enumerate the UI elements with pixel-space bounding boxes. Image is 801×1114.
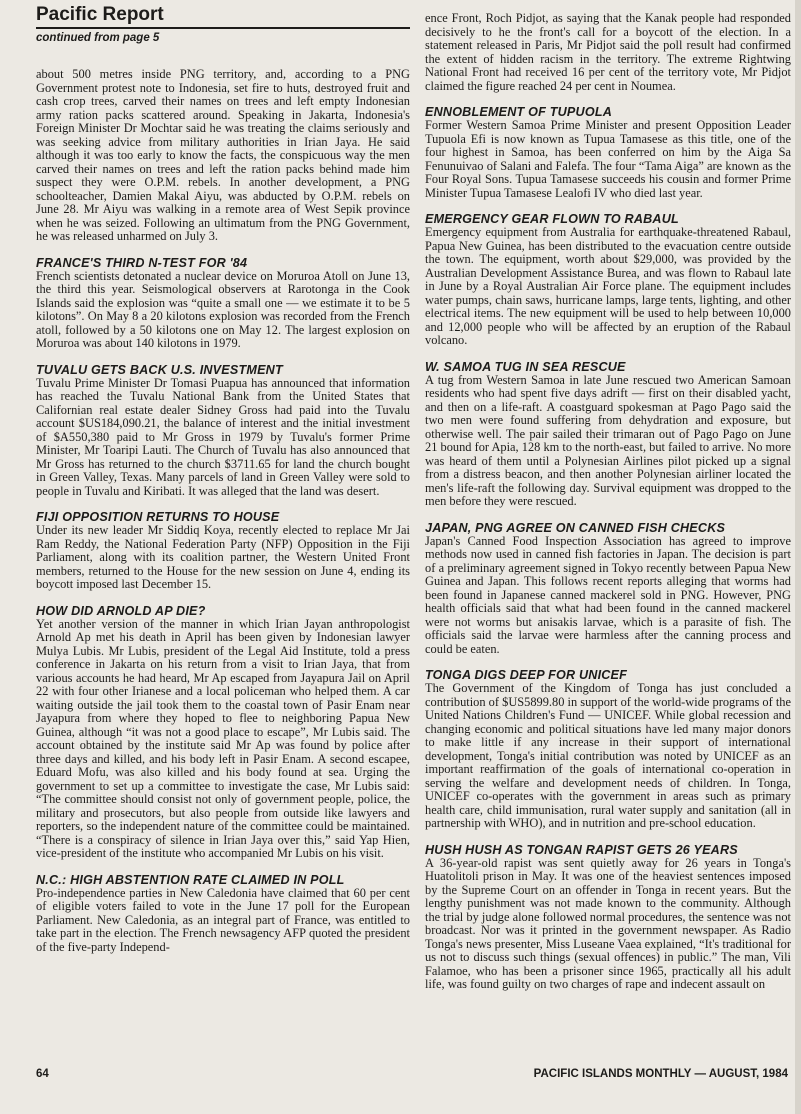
article-continuation-right: ence Front, Roch Pidjot, as saying that the Kanak people had responded decisively to he the front's call for a boycott of the election. In a statement released in Paris, Mr Pidjot said the poll result had confirmed the extent of hidden racism in the territory. The extreme Rightwing National Front had received 16 per cent of the territory vote, Mr Pidjot claimed the figure reached 24 per cent in Noumea. <box>425 11 791 93</box>
article-body-tupuola: Former Western Samoa Prime Minister and present Opposition Leader Tupuola Efi is now known as Tupua Tamasese as this title, one of the four highest in Samoa, has been conferred on him by the Aiga Sa Fenunuivao of Salani and Falefa. The four “Tama Aiga” are known as the Four Royal Sons. Tupua Tamasese succeeds his cousin and former Prime Minister Tupua Tamasese Lealofi IV who died last year. <box>425 118 791 200</box>
article-heading-rabaul: EMERGENCY GEAR FLOWN TO RABAUL <box>425 212 679 226</box>
article-body-new-caledonia: Pro-independence parties in New Caledonia have claimed that 60 per cent of eligible voters failed to vote in the June 17 poll for the European Parliament. New Caledonia, as an integral part of France, was entitled to take part in the election. The French newsagency AFP quoted the president of the five-party Independ- <box>36 885 410 954</box>
article-continuation: about 500 metres inside PNG territory, and, according to a PNG Government protest note to Indonesia, set fire to huts, destroyed fruit and cash crop trees, carved their names on trees and left empty Indonesian army ration packs scattered around. Speaking in Jakarta, Indonesia's Foreign Minister Dr Mochtar said he was treating the claims seriously and was seeking advice from military authorities in Irian Jaya. He said although it was too early to know the facts, the conspicuous way the men carved their names on trees and left the ration packs behind made him suspect they were O.P.M. rebels. In another development, a PNG schoolteacher, Damien Makal Aiyu, was abducted by O.P.M. rebels on June 28. Mr Aiyu was walking in a remote area of West Sepik province when he was seized. Following an ultimatum from the PNG Government, he was released unharmed on July 3. <box>36 67 410 243</box>
left-column <box>36 68 410 966</box>
article-body-arnold-ap: Yet another version of the manner in which Irian Jayan anthropologist Arnold Ap met his death in April has been given by Indonesian lawyer Mulya Lubis. Mr Lubis, president of the Legal Aid Institute, told a press conference in Jakarta on his return from a visit to Irian Jaya, that from various accounts he had heard, Mr Ap escaped from Jayapura Jail on April 22 with four other Irianese and a local policeman who helped them. A car waiting outside the jail took them to the coastal town of Pasir Enam near Jayapura from where they hoped to flee to neighboring Papua New Guinea, although “it was not a good place to escape”, Mr Lubis said. The account obtained by the institute said Mr Ap was found by police after three days and killed, and his body left in Pasir Enam. A second escapee, Eduard Mofu, was also killed and his body found at sea. Urging the government to set up a committee to investigate the case, Mr Lubis said: “The committee should consist not only of government people, police, the military and prosecutors, but also people from outside like lawyers and reporters, so the independent nature of the committee could be maintained. “There is a conspiracy of silence in Irian Jaya over this,” said Yap Hien, vice-president of the institute who accompanied Mr Lubis on his visit. <box>36 616 410 860</box>
article-body-samoa-tug: A tug from Western Samoa in late June rescued two American Samoan residents who had spent five days adrift — first on their disabled yacht, and then on a life-raft. A coastguard spokesman at Pago Pago said the two men were found suffering from dehydration and exposure, but otherwise well. The pair sailed their trimaran out of Pago Pago on June 21 bound for Apia, 128 km to the north-east, but failed to arrive. No more was heard of them until a Polynesian Airlines pilot picked up a signal from a distress beacon, and then another Polynesian airliner located the men's life-raft the following day. Survival equipment was dropped to the men before they were rescued. <box>425 372 791 508</box>
section-title: Pacific Report <box>36 4 164 25</box>
article-body-tuvalu: Tuvalu Prime Minister Dr Tomasi Puapua has announced that information has reached the Tuvalu National Bank from the United States that Californian real estate dealer Sidney Gross had paid into the Tuvalu account $US184,090.21, the balance of interest and the initial investment of $A550,380 paid to Mr Gross in 1979 by Tuvalu's former Prime Minister, Mr Toaripi Lauti. The Church of Tuvalu has also announced that Mr Gross has returned to the church $3711.65 for land the church bought in Green Valley, Texas. Many parcels of land in Green Valley were sold to people in Tuvalu and Kiribati. It was alleged that the land was desert. <box>36 375 410 498</box>
page-edge-shadow <box>795 0 801 1114</box>
article-heading-fiji: FIJI OPPOSITION RETURNS TO HOUSE <box>36 510 280 524</box>
article-body-fiji: Under its new leader Mr Siddiq Koya, recently elected to replace Mr Jai Ram Reddy, the National Federation Party (NFP) Opposition in the Fiji Parliament, along with its coalition partner, the Western United Front members, returned to the House for the new session on June 4, ending its boycott imposed last December 15. <box>36 523 410 591</box>
article-heading-unicef: TONGA DIGS DEEP FOR UNICEF <box>425 668 628 682</box>
article-body-france-n-test: French scientists detonated a nuclear device on Moruroa Atoll on June 13, the third this year. Seismological observers at Rarotonga in the Cook Islands said the explosion was “quite a small one — we estimate it to be 5 kilotons”. On May 8 a 20 kilotons explosion was recorded from the French atoll, followed by a 50 kilotons one on May 12. The largest explosion on Moruroa was about 140 kilotons in 1979. <box>36 268 410 350</box>
article-heading-tupuola: ENNOBLEMENT OF TUPUOLA <box>425 105 613 119</box>
article-body-canned-fish: Japan's Canned Food Inspection Association has agreed to improve methods now used in canned fish factories in Japan. The decision is part of a preliminary agreement signed in Tokyo recently between Papua New Guinea and Japan. This follows recent reports alleging that worms had been found in Japanese canned mackerel sold in PNG. However, PNG health officials said that what had been found in the canned mackerel were not worms but anisakis larvae, which is a parasite of fish. The officials said the larvae were harmless after the canning process and could be eaten. <box>425 533 791 656</box>
section-header <box>36 4 410 44</box>
article-heading-arnold-ap: HOW DID ARNOLD AP DIE? <box>36 603 206 618</box>
article-heading-france-n-test: FRANCE'S THIRD N-TEST FOR '84 <box>36 255 248 270</box>
continued-note: continued from page 5 <box>36 31 160 44</box>
magazine-issue: PACIFIC ISLANDS MONTHLY — AUGUST, 1984 <box>533 1068 788 1080</box>
page-number: 64 <box>36 1068 49 1080</box>
article-heading-canned-fish: JAPAN, PNG AGREE ON CANNED FISH CHECKS <box>425 520 726 535</box>
article-body-unicef: The Government of the Kingdom of Tonga has just concluded a contribution of $US5899.80 in support of the world-wide programs of the United Nations Children's Fund — UNICEF. While global recession and changing economic and political situations have led many major donors to make little if any increase in their support of international development, Tonga's initial contribution was noted by UNICEF as an important reaffirmation of the goals of international co-operation in serving the welfare and development needs of children. In Tonga, UNICEF co-operates with the government in areas such as primary health care, child immunisation, rural water supply and sanitation (all in partnership with WHO), and in nutrition and pre-school education. <box>425 681 791 830</box>
right-column <box>425 12 791 1004</box>
article-body-tongan-rapist: A 36-year-old rapist was sent quietly away for 26 years in Tonga's Huatolitoli prison in May. It was one of the heaviest sentences imposed by the Supreme Court on an offender in Tonga in recent years. But the lengthy punishment was not made known to the community. Although the trial by judge alone followed normal procedures, the sentence was not broadcast. Nor was it printed in the government newspaper. As Radio Tonga's news presenter, Miss Luseane Vaea explained, “It's traditional for us not to discuss such things (sexual offences) in public.” The man, Vili Falamoe, who has been a prisoner since 1965, practically all his adult life, was found guilty on two charges of rape and indecent assault on <box>425 855 791 991</box>
article-heading-tongan-rapist: HUSH HUSH AS TONGAN RAPIST GETS 26 YEARS <box>425 842 738 857</box>
article-body-rabaul: Emergency equipment from Australia for earthquake-threatened Rabaul, Papua New Guinea, has been distributed to the evacuation centre outside the town. The equipment, worth about $29,000, was provided by the Australian Development Assistance Burea, and was flown to Rabaul late in June by a Royal Australian Air Force plane. The equipment includes water pumps, chain saws, hurricane lamps, large tents, lighting, and other electrical items. The new equipment will be used to help between 10,000 and 12,000 people who will be affected by an eruption of the Rabaul volcano. <box>425 225 791 347</box>
header-rule <box>36 27 410 29</box>
article-heading-tuvalu: TUVALU GETS BACK U.S. INVESTMENT <box>36 362 283 377</box>
article-heading-samoa-tug: W. SAMOA TUG IN SEA RESCUE <box>425 359 626 374</box>
article-heading-new-caledonia: N.C.: HIGH ABSTENTION RATE CLAIMED IN POLL <box>36 872 345 887</box>
